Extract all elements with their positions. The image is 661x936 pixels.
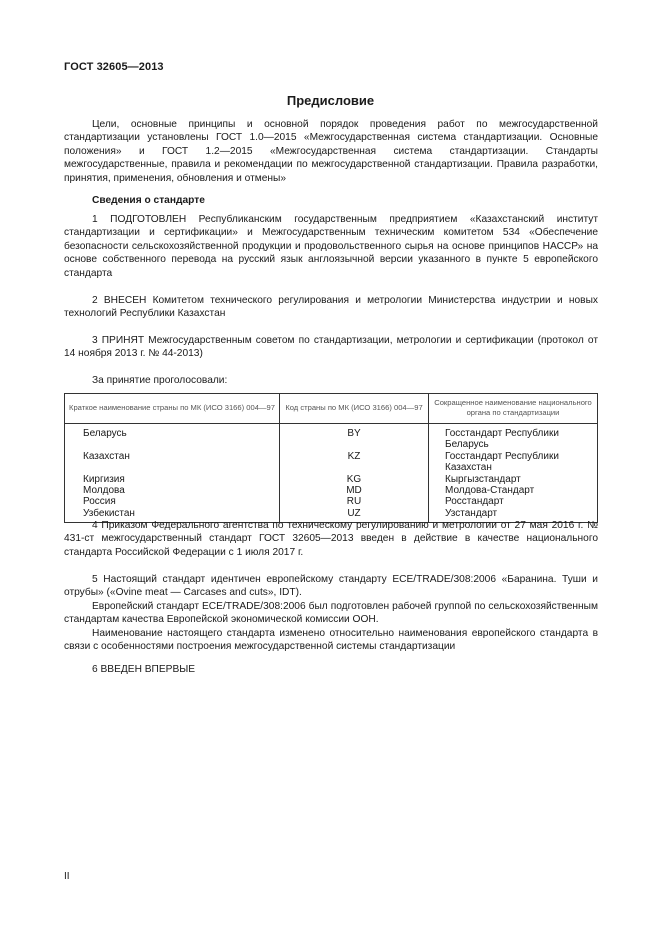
vote-label: За принятие проголосовали: xyxy=(92,375,228,386)
table-cell-code: RU xyxy=(280,496,429,507)
intro-paragraph xyxy=(64,118,598,185)
table-cell-body: Молдова-Стандарт xyxy=(429,485,598,496)
table-cell-body: Узстандарт xyxy=(429,508,598,523)
table-cell-country: Киргизия xyxy=(65,474,280,485)
item-6-text: 6 ВВЕДЕН ВПЕРВЫЕ xyxy=(92,664,196,675)
table-row xyxy=(65,485,598,496)
item-1-text: 1 ПОДГОТОВЛЕН Республиканским государственным предприятием «Казахстанский институт стандартизации и сертификации» и Межгосударственным техническим комитетом 534 «Обеспечение безопасности сельскохозяйственной продукции и продовольственного сырья на основе принципов НАССР» на основе собственного перевода на русский язык англоязычной версии указанного в пункте 5 европейского стандарта xyxy=(64,214,598,279)
table-cell-body: Росстандарт xyxy=(429,496,598,507)
table-cell-code: KG xyxy=(280,474,429,485)
table-row xyxy=(65,496,598,507)
item-4-text: 4 Приказом Федерального агентства по техническому регулированию и метрологии от 27 мая 2016 г. № 431-ст межгосударственный стандарт ГОСТ 32605—2013 введен в действие в качестве национального стандарта Российской Федерации с 1 июля 2017 г. xyxy=(64,520,598,558)
table-header-row xyxy=(65,394,598,424)
item-3-paragraph xyxy=(64,334,598,361)
item-2-paragraph xyxy=(64,294,598,321)
info-section xyxy=(64,194,598,207)
table-cell-code: UZ xyxy=(280,508,429,523)
table-cell-country: Казахстан xyxy=(65,451,280,474)
table-header-country: Краткое наименование страны по МК (ИСО 3166) 004—97 xyxy=(65,394,280,424)
table-cell-code: MD xyxy=(280,485,429,496)
item-4-paragraph xyxy=(64,519,598,559)
table-row xyxy=(65,451,598,474)
item-2-text: 2 ВНЕСЕН Комитетом технического регулирования и метрологии Министерства индустрии и новых технологий Республики Казахстан xyxy=(64,295,598,320)
table-cell-country: Беларусь xyxy=(65,424,280,451)
table-cell-body: Госстандарт Республики Беларусь xyxy=(429,424,598,451)
page-title: Предисловие xyxy=(286,93,375,108)
item-5-origin-text: Европейский стандарт ECE/TRADE/308:2006 был подготовлен рабочей группой по сельскохозяйственным стандартам качества Европейской экономической комиссии ООН. xyxy=(64,600,598,626)
table-cell-body: Госстандарт Республики Казахстан xyxy=(429,451,598,474)
table-row xyxy=(65,424,598,451)
voting-table xyxy=(64,393,598,523)
standard-code-header: ГОСТ 32605—2013 xyxy=(64,61,164,73)
item-5-name-change-text: Наименование настоящего стандарта изменено относительно наименования европейского стандарта в связи с особенностями построения межгосударственной системы стандартизации xyxy=(64,627,598,653)
intro-text: Цели, основные принципы и основной порядок проведения работ по межгосударственной стандартизации установлены ГОСТ 1.0—2015 «Межгосударственная система стандартизации. Основные положения» и ГОСТ 1.2—2015 «Межгосударственная система стандартизации. Стандарты межгосударственные, правила и рекомендации по межгосударственной стандартизации. Правила разработки, принятия, применения, обновления и отмены» xyxy=(64,119,598,184)
table-cell-code: KZ xyxy=(280,451,429,474)
table-cell-code: BY xyxy=(280,424,429,451)
item-6-paragraph xyxy=(64,663,598,676)
item-5-text: 5 Настоящий стандарт идентичен европейскому стандарту ECE/TRADE/308:2006 «Баранина. Туши и отрубы» («Ovine meat — Carcases and cuts», IDT). xyxy=(64,574,598,599)
table-cell-country: Россия xyxy=(65,496,280,507)
page-number: II xyxy=(64,871,70,882)
info-heading: Сведения о стандарте xyxy=(92,195,205,206)
item-5-section xyxy=(64,573,598,653)
table-cell-body: Кыргызстандарт xyxy=(429,474,598,485)
table-cell-country: Молдова xyxy=(65,485,280,496)
vote-label-paragraph xyxy=(64,374,598,387)
table-row xyxy=(65,474,598,485)
item-3-text: 3 ПРИНЯТ Межгосударственным советом по стандартизации, метрологии и сертификации (протокол от 14 ноября 2013 г. № 44-2013) xyxy=(64,335,598,360)
table-cell-country: Узбекистан xyxy=(65,508,280,523)
table-header-code: Код страны по МК (ИСО 3166) 004—97 xyxy=(280,394,429,424)
item-1-paragraph xyxy=(64,213,598,280)
table-header-body: Сокращенное наименование национального органа по стандартизации xyxy=(429,394,598,424)
